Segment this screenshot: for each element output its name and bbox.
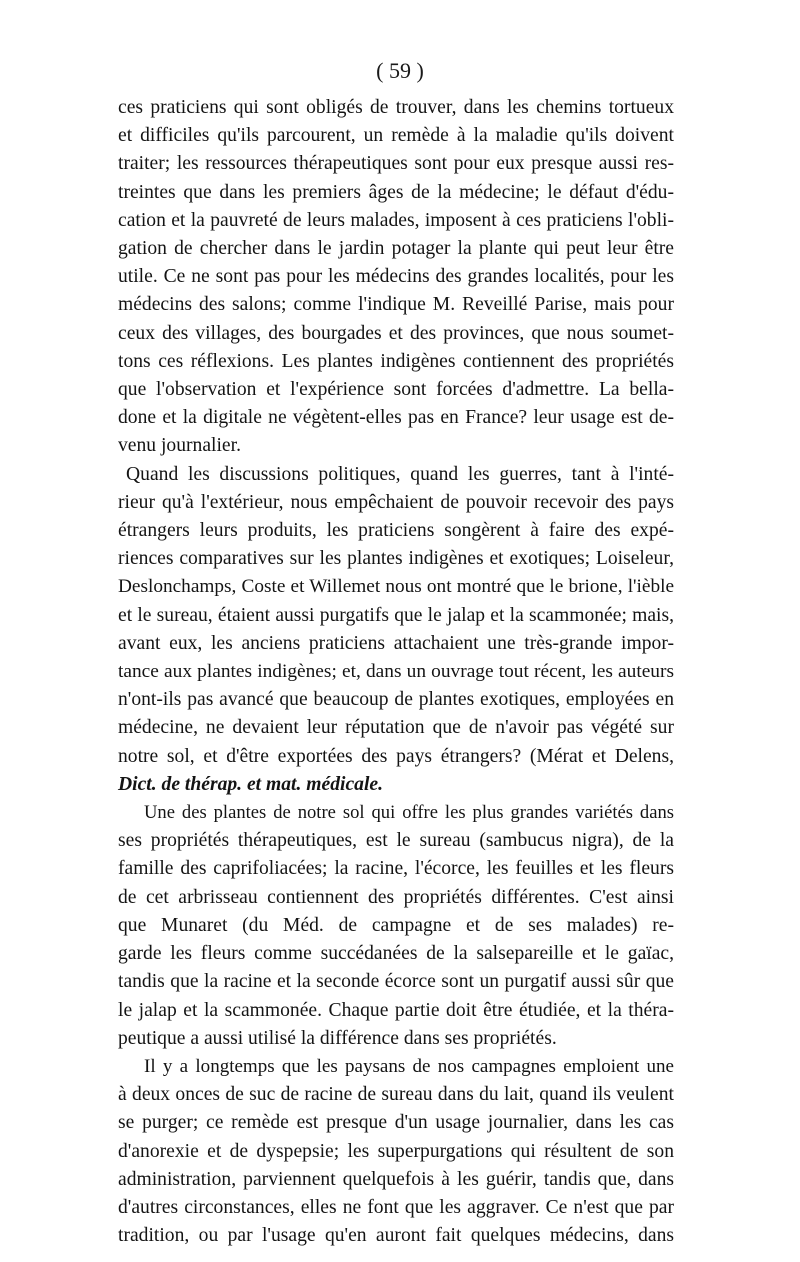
text-line: médecine, ne devaient leur réputation que de n'avoir pas végété sur: [118, 717, 674, 739]
text-line: que l'observation et l'expérience sont forcées d'admettre. La bella-: [118, 379, 674, 401]
text-line: administration, parviennent quelquefois à les guérir, tandis que, dans: [118, 1168, 674, 1190]
text-line: médecins des salons; comme l'indique M. Reveillé Parise, mais pour: [118, 294, 674, 316]
text-line: de cet arbrisseau contiennent des propriétés différentes. C'est ainsi: [118, 886, 674, 908]
text-line: d'autres circonstances, elles ne font que les aggraver. Ce n'est que par: [118, 1196, 674, 1218]
text-line: garde les fleurs comme succédanées de la salsepareille et le gaïac,: [118, 943, 674, 965]
text-line: gation de chercher dans le jardin potager la plante qui peut leur être: [118, 238, 674, 260]
text-line: étrangers leurs produits, les praticiens songèrent à faire des expé-: [118, 520, 674, 542]
text-line: ceux des villages, des bourgades et des provinces, que nous soumet-: [118, 322, 674, 344]
text-line: notre sol, et d'être exportées des pays étrangers? (Mérat et Delens,: [118, 745, 674, 767]
text-line: peutique a aussi utilisé la différence dans ses propriétés.: [118, 1027, 557, 1049]
text-line: se purger; ce remède est presque d'un usage journalier, dans les cas: [118, 1112, 674, 1134]
text-line: n'ont-ils pas avancé que beaucoup de plantes exotiques, employées en: [118, 689, 674, 711]
text-line: cation et la pauvreté de leurs malades, imposent à ces praticiens l'obli-: [118, 209, 674, 231]
text-line: d'anorexie et de dyspepsie; les superpurgations qui résultent de son: [118, 1140, 674, 1162]
text-line: que Munaret (du Méd. de campagne et de ses malades) re-: [118, 914, 674, 936]
text-line: avant eux, les anciens praticiens attachaient une très-grande impor-: [118, 632, 674, 654]
text-line: le jalap et la scammonée. Chaque partie doit être étudiée, et la théra-: [118, 999, 674, 1021]
text-line: Deslonchamps, Coste et Willemet nous ont montré que le brione, l'ièble: [118, 576, 674, 598]
text-line: tance aux plantes indigènes; et, dans un ouvrage tout récent, les auteurs: [118, 661, 674, 683]
text-line: Une des plantes de notre sol qui offre les plus grandes variétés dans: [144, 802, 674, 824]
text-line: treintes que dans les premiers âges de la médecine; le défaut d'édu-: [118, 181, 674, 203]
citation-line: Dict. de thérap. et mat. médicale.: [118, 773, 384, 795]
text-line: rieur qu'à l'extérieur, nous empêchaient de pouvoir recevoir des pays: [118, 491, 674, 513]
text-line: venu journalier.: [118, 435, 241, 457]
paragraph-2: [118, 461, 674, 799]
paragraph-3: [118, 799, 674, 1053]
text-line: tradition, ou par l'usage qu'en auront fait quelques médecins, dans: [118, 1225, 674, 1247]
text-line: utile. Ce ne sont pas pour les médecins des grandes localités, pour les: [118, 266, 674, 288]
paragraph-1: [118, 94, 674, 461]
text-line: et le sureau, étaient aussi purgatifs que le jalap et la scammonée; mais,: [118, 604, 674, 626]
text-line: tandis que la racine et la seconde écorce sont un purgatif aussi sûr que: [118, 971, 674, 993]
text-line: Quand les discussions politiques, quand les guerres, tant à l'inté-: [126, 463, 674, 485]
text-line: famille des caprifoliacées; la racine, l'écorce, les feuilles et les fleurs: [118, 858, 674, 880]
body-text: [118, 94, 674, 1250]
text-line: ses propriétés thérapeutiques, est le sureau (sambucus nigra), de la: [118, 830, 674, 852]
text-line: Il y a longtemps que les paysans de nos campagnes emploient une: [144, 1055, 674, 1077]
text-line: riences comparatives sur les plantes indigènes et exotiques; Loiseleur,: [118, 548, 674, 570]
text-line: tons ces réflexions. Les plantes indigènes contiennent des propriétés: [118, 350, 674, 372]
page-number: ( 59 ): [376, 58, 424, 83]
text-line: traiter; les ressources thérapeutiques sont pour eux presque aussi res-: [118, 153, 674, 175]
text-line: à deux onces de suc de racine de sureau dans du lait, quand ils veulent: [118, 1084, 674, 1106]
paragraph-4: [118, 1053, 674, 1250]
text-line: done et la digitale ne végètent-elles pas en France? leur usage est de-: [118, 407, 674, 429]
text-line: ces praticiens qui sont obligés de trouver, dans les chemins tortueux: [118, 97, 674, 118]
text-line: et difficiles qu'ils parcourent, un remède à la maladie qu'ils doivent: [118, 125, 674, 147]
